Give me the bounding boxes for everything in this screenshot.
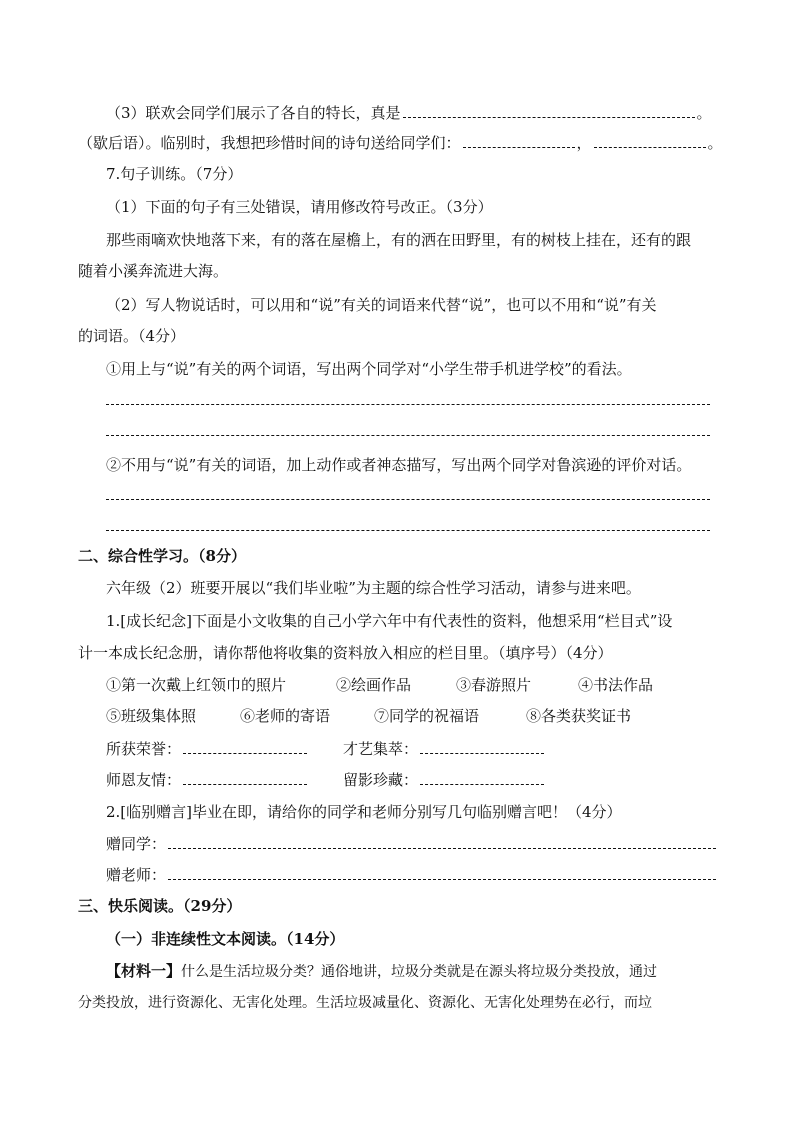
q6-3-line1: （3）联欢会同学们展示了各自的特长，真是 。 bbox=[106, 104, 712, 122]
section2-intro: 六年级（2）班要开展以“我们毕业啦”为主题的综合性学习活动，请参与进来吧。 bbox=[106, 579, 641, 597]
section2-q2: 2.[临别赠言]毕业在即，请给你的同学和老师分别写几句临别赠言吧！（4分） bbox=[106, 803, 622, 821]
material-line1 bbox=[106, 961, 718, 982]
option-5: ⑤班级集体照 bbox=[106, 707, 197, 725]
field-label-talent: 才艺集萃： bbox=[343, 740, 419, 758]
field-blank-friendship[interactable] bbox=[183, 772, 307, 785]
q7-sub1: （1）下面的句子有三处错误，请用修改符号改正。（3分） bbox=[106, 198, 493, 216]
option-3: ③春游照片 bbox=[456, 676, 532, 694]
idiom-blank[interactable] bbox=[403, 105, 695, 118]
fields-row-2 bbox=[106, 770, 718, 790]
option-4: ④书法作品 bbox=[578, 676, 654, 694]
field-label-memory: 留影珍藏： bbox=[343, 771, 419, 789]
field-blank-memory[interactable] bbox=[420, 772, 544, 785]
option-2: ②绘画作品 bbox=[336, 676, 412, 694]
section3-sub-heading: （一）非连续性文本阅读。（14分） bbox=[106, 930, 345, 948]
field-label-friendship: 师恩友情： bbox=[106, 771, 182, 789]
answer-line-2[interactable] bbox=[106, 435, 710, 436]
option-8: ⑧各类获奖证书 bbox=[526, 707, 632, 725]
field-label-honor: 所获荣誉： bbox=[106, 740, 182, 758]
to-teacher-label: 赠老师： bbox=[106, 866, 167, 884]
to-classmate-blank[interactable] bbox=[168, 836, 716, 849]
option-7: ⑦同学的祝福语 bbox=[374, 707, 480, 725]
options-row-1 bbox=[106, 675, 718, 695]
q7-sub2-line2: 的词语。（4分） bbox=[78, 327, 186, 345]
q7-title: 7.句子训练。（7分） bbox=[106, 165, 243, 183]
section2-q1-line2: 计一本成长纪念册，请你帮他将收集的资料放入相应的栏目里。（填序号）（4分） bbox=[78, 644, 613, 662]
to-classmate-row bbox=[106, 834, 718, 854]
section3-heading: 三、快乐阅读。（29分） bbox=[78, 897, 242, 915]
q7-sentence-line2: 随着小溪奔流进大海。 bbox=[78, 262, 229, 280]
option-6: ⑥老师的寄语 bbox=[240, 707, 331, 725]
q7-item1: ①用上与“说”有关的两个词语，写出两个同学对“小学生带手机进学校”的看法。 bbox=[106, 360, 632, 378]
section2-q1-line1: 1.[成长纪念]下面是小文收集的自己小学六年中有代表性的资料，他想采用“栏目式”设 bbox=[106, 612, 673, 630]
answer-line-4[interactable] bbox=[106, 530, 710, 531]
field-blank-talent[interactable] bbox=[420, 741, 544, 754]
q7-sub2-line1: （2）写人物说话时，可以用和“说”有关的词语来代替“说”，也可以不用和“说”有关 bbox=[106, 296, 657, 314]
answer-line-1[interactable] bbox=[106, 404, 710, 405]
material-line2: 分类投放，进行资源化、无害化处理。生活垃圾减量化、资源化、无害化处理势在必行，而垃 bbox=[78, 995, 652, 1011]
poem-blank-2[interactable] bbox=[594, 135, 706, 148]
poem-blank-1[interactable] bbox=[463, 135, 575, 148]
material-label: 【材料一】 bbox=[106, 962, 182, 980]
option-1: ①第一次戴上红领巾的照片 bbox=[106, 676, 287, 694]
section2-heading: 二、综合性学习。（8分） bbox=[78, 547, 246, 565]
options-row-2 bbox=[106, 706, 718, 726]
to-teacher-blank[interactable] bbox=[168, 867, 716, 880]
q7-sentence-line1: 那些雨嘀欢快地落下来，有的落在屋檐上，有的洒在田野里，有的树枝上挂在，还有的跟 bbox=[106, 231, 692, 249]
to-teacher-row bbox=[106, 865, 718, 885]
fields-row-1 bbox=[106, 739, 718, 759]
q7-item2: ②不用与“说”有关的词语，加上动作或者神态描写，写出两个同学对鲁滨逊的评价对话。 bbox=[106, 456, 692, 474]
field-blank-honor[interactable] bbox=[183, 741, 307, 754]
material-text-1: 什么是生活垃圾分类？通俗地讲，垃圾分类就是在源头将垃圾分类投放，通过 bbox=[181, 964, 658, 980]
q6-3-line2: （歇后语）。临别时，我想把珍惜时间的诗句送给同学们： ， 。 bbox=[78, 134, 723, 152]
to-classmate-label: 赠同学： bbox=[106, 835, 167, 853]
answer-line-3[interactable] bbox=[106, 499, 710, 500]
